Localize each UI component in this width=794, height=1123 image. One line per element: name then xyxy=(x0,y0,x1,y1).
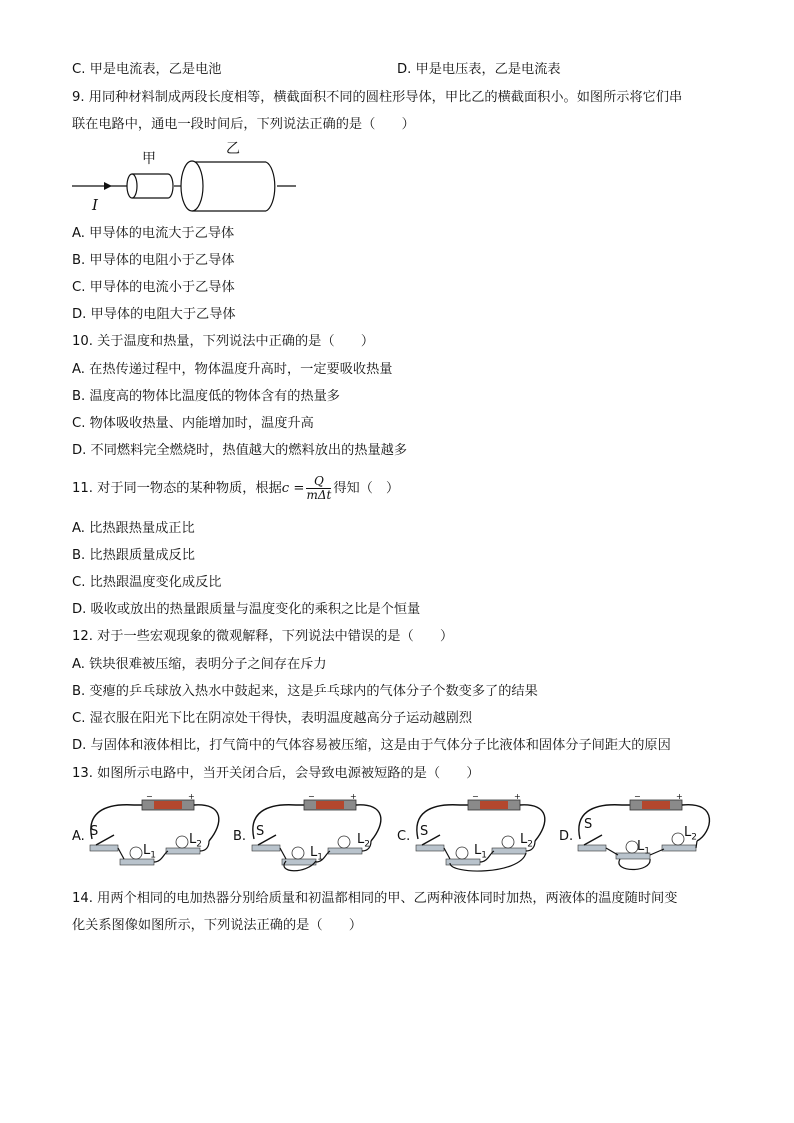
q10-option-d: D. 不同燃料完全燃烧时，热值越大的燃料放出的热量越多 xyxy=(72,443,408,458)
svg-text:−: − xyxy=(634,793,641,801)
lamp-subscript: 2 xyxy=(691,832,697,843)
svg-text:−: − xyxy=(308,793,315,801)
svg-text:+: + xyxy=(188,793,195,801)
q11-formula-numerator: Q xyxy=(306,475,331,489)
q13-circuit-c-l2-label: $L_2$ xyxy=(520,832,533,850)
q12-stem: 12. 对于一些宏观现象的微观解释，下列说法中错误的是（ ） xyxy=(72,629,454,644)
q11-option-d: D. 吸收或放出的热量跟质量与温度变化的乘积之比是个恒量 xyxy=(72,602,421,617)
q9-option-a: A. 甲导体的电流大于乙导体 xyxy=(72,226,235,241)
svg-text:−: − xyxy=(146,793,153,801)
q9-option-c: C. 甲导体的电流小于乙导体 xyxy=(72,280,235,295)
q9-option-b: B. 甲导体的电阻小于乙导体 xyxy=(72,253,235,268)
q12-option-b: B. 变瘪的乒乓球放入热水中鼓起来，这是乒乓球内的气体分子个数变多了的结果 xyxy=(72,684,538,699)
svg-text:−: − xyxy=(472,793,479,801)
q11-option-c: C. 比热跟温度变化成反比 xyxy=(72,575,222,590)
q12-option-d: D. 与固体和液体相比，打气筒中的气体容易被压缩，这是由于气体分子比液体和固体分子间距大的原因 xyxy=(72,738,671,753)
q9-label-current: I xyxy=(92,196,98,214)
q12-option-a: A. 铁块很难被压缩，表明分子之间存在斥力 xyxy=(72,657,327,672)
q11-formula-fraction xyxy=(306,475,331,502)
q13-stem: 13. 如图所示电路中，当开关闭合后，会导致电源被短路的是（ ） xyxy=(72,766,480,781)
q13-circuit-d xyxy=(572,793,722,875)
q9-label-yi: 乙 xyxy=(226,141,240,157)
lamp-subscript: 1 xyxy=(317,852,323,863)
q10-option-c: C. 物体吸收热量、内能增加时，温度升高 xyxy=(72,416,314,431)
q9-stem-line2: 联在电路中，通电一段时间后，下列说法正确的是（ ） xyxy=(72,117,415,132)
q11-formula-lhs: c = xyxy=(281,481,305,496)
lamp-subscript: 1 xyxy=(481,850,487,861)
q13-circuit-c-switch-label: S xyxy=(420,824,429,839)
q13-circuit-b-letter: B. xyxy=(233,829,247,844)
q11-stem-prefix: 11. 对于同一物态的某种物质，根据 xyxy=(72,481,282,496)
q12-option-c: C. 湿衣服在阳光下比在阴凉处干得快，表明温度越高分子运动越剧烈 xyxy=(72,711,473,726)
q13-circuit-d-switch-label: S xyxy=(584,817,593,832)
q14-stem-line1: 14. 用两个相同的电加热器分别给质量和初温都相同的甲、乙两种液体同时加热，两液体的温度随时间变 xyxy=(72,891,678,906)
q9-conductor-figure xyxy=(70,140,300,220)
q13-circuit-a-switch-label: S xyxy=(90,824,99,839)
q11-stem-suffix: 得知（ ） xyxy=(333,481,400,496)
q9-stem-line1: 9. 用同种材料制成两段长度相等，横截面积不同的圆柱形导体，甲比乙的横截面积小。如图所示将它们串 xyxy=(72,90,683,105)
q13-circuit-c xyxy=(410,793,560,875)
svg-text:+: + xyxy=(350,793,357,801)
q8-option-c: C. 甲是电流表，乙是电池 xyxy=(72,62,222,77)
q11-option-b: B. 比热跟质量成反比 xyxy=(72,548,195,563)
q13-circuit-d-l2-label: $L_2$ xyxy=(684,825,697,843)
lamp-subscript: 2 xyxy=(527,839,533,850)
q13-circuit-b-l2-label: $L_2$ xyxy=(357,832,370,850)
q14-stem-line2: 化关系图像如图所示，下列说法正确的是（ ） xyxy=(72,918,363,933)
q10-option-a: A. 在热传递过程中，物体温度升高时，一定要吸收热量 xyxy=(72,362,393,377)
q13-circuit-c-l1-label: $L_1$ xyxy=(474,843,487,861)
q11-stem xyxy=(72,474,399,504)
q13-circuit-a-letter: A. xyxy=(72,829,85,844)
q8-option-d: D. 甲是电压表，乙是电流表 xyxy=(397,62,561,77)
q13-circuit-b-l1-label: $L_1$ xyxy=(310,845,323,863)
q11-formula-denominator: mΔt xyxy=(306,487,332,502)
q13-circuit-a-l1-label: $L_1$ xyxy=(143,843,156,861)
q13-circuit-c-letter: C. xyxy=(397,829,411,844)
q11-option-a: A. 比热跟热量成正比 xyxy=(72,521,195,536)
lamp-subscript: 1 xyxy=(150,850,156,861)
q13-circuit-b-switch-label: S xyxy=(256,824,265,839)
lamp-subscript: 2 xyxy=(364,839,370,850)
svg-text:+: + xyxy=(514,793,521,801)
q10-option-b: B. 温度高的物体比温度低的物体含有的热量多 xyxy=(72,389,340,404)
q13-circuit-a-l2-label: $L_2$ xyxy=(189,832,202,850)
q13-circuit-d-l1-label: $L_1$ xyxy=(637,839,650,857)
svg-text:+: + xyxy=(676,793,683,801)
lamp-subscript: 1 xyxy=(644,846,650,857)
q13-circuit-d-letter: D. xyxy=(559,829,574,844)
q13-circuit-a xyxy=(84,793,234,875)
q10-stem: 10. 关于温度和热量，下列说法中正确的是（ ） xyxy=(72,334,375,349)
q9-label-jia: 甲 xyxy=(142,151,156,167)
lamp-subscript: 2 xyxy=(196,839,202,850)
q9-option-d: D. 甲导体的电阻大于乙导体 xyxy=(72,307,236,322)
